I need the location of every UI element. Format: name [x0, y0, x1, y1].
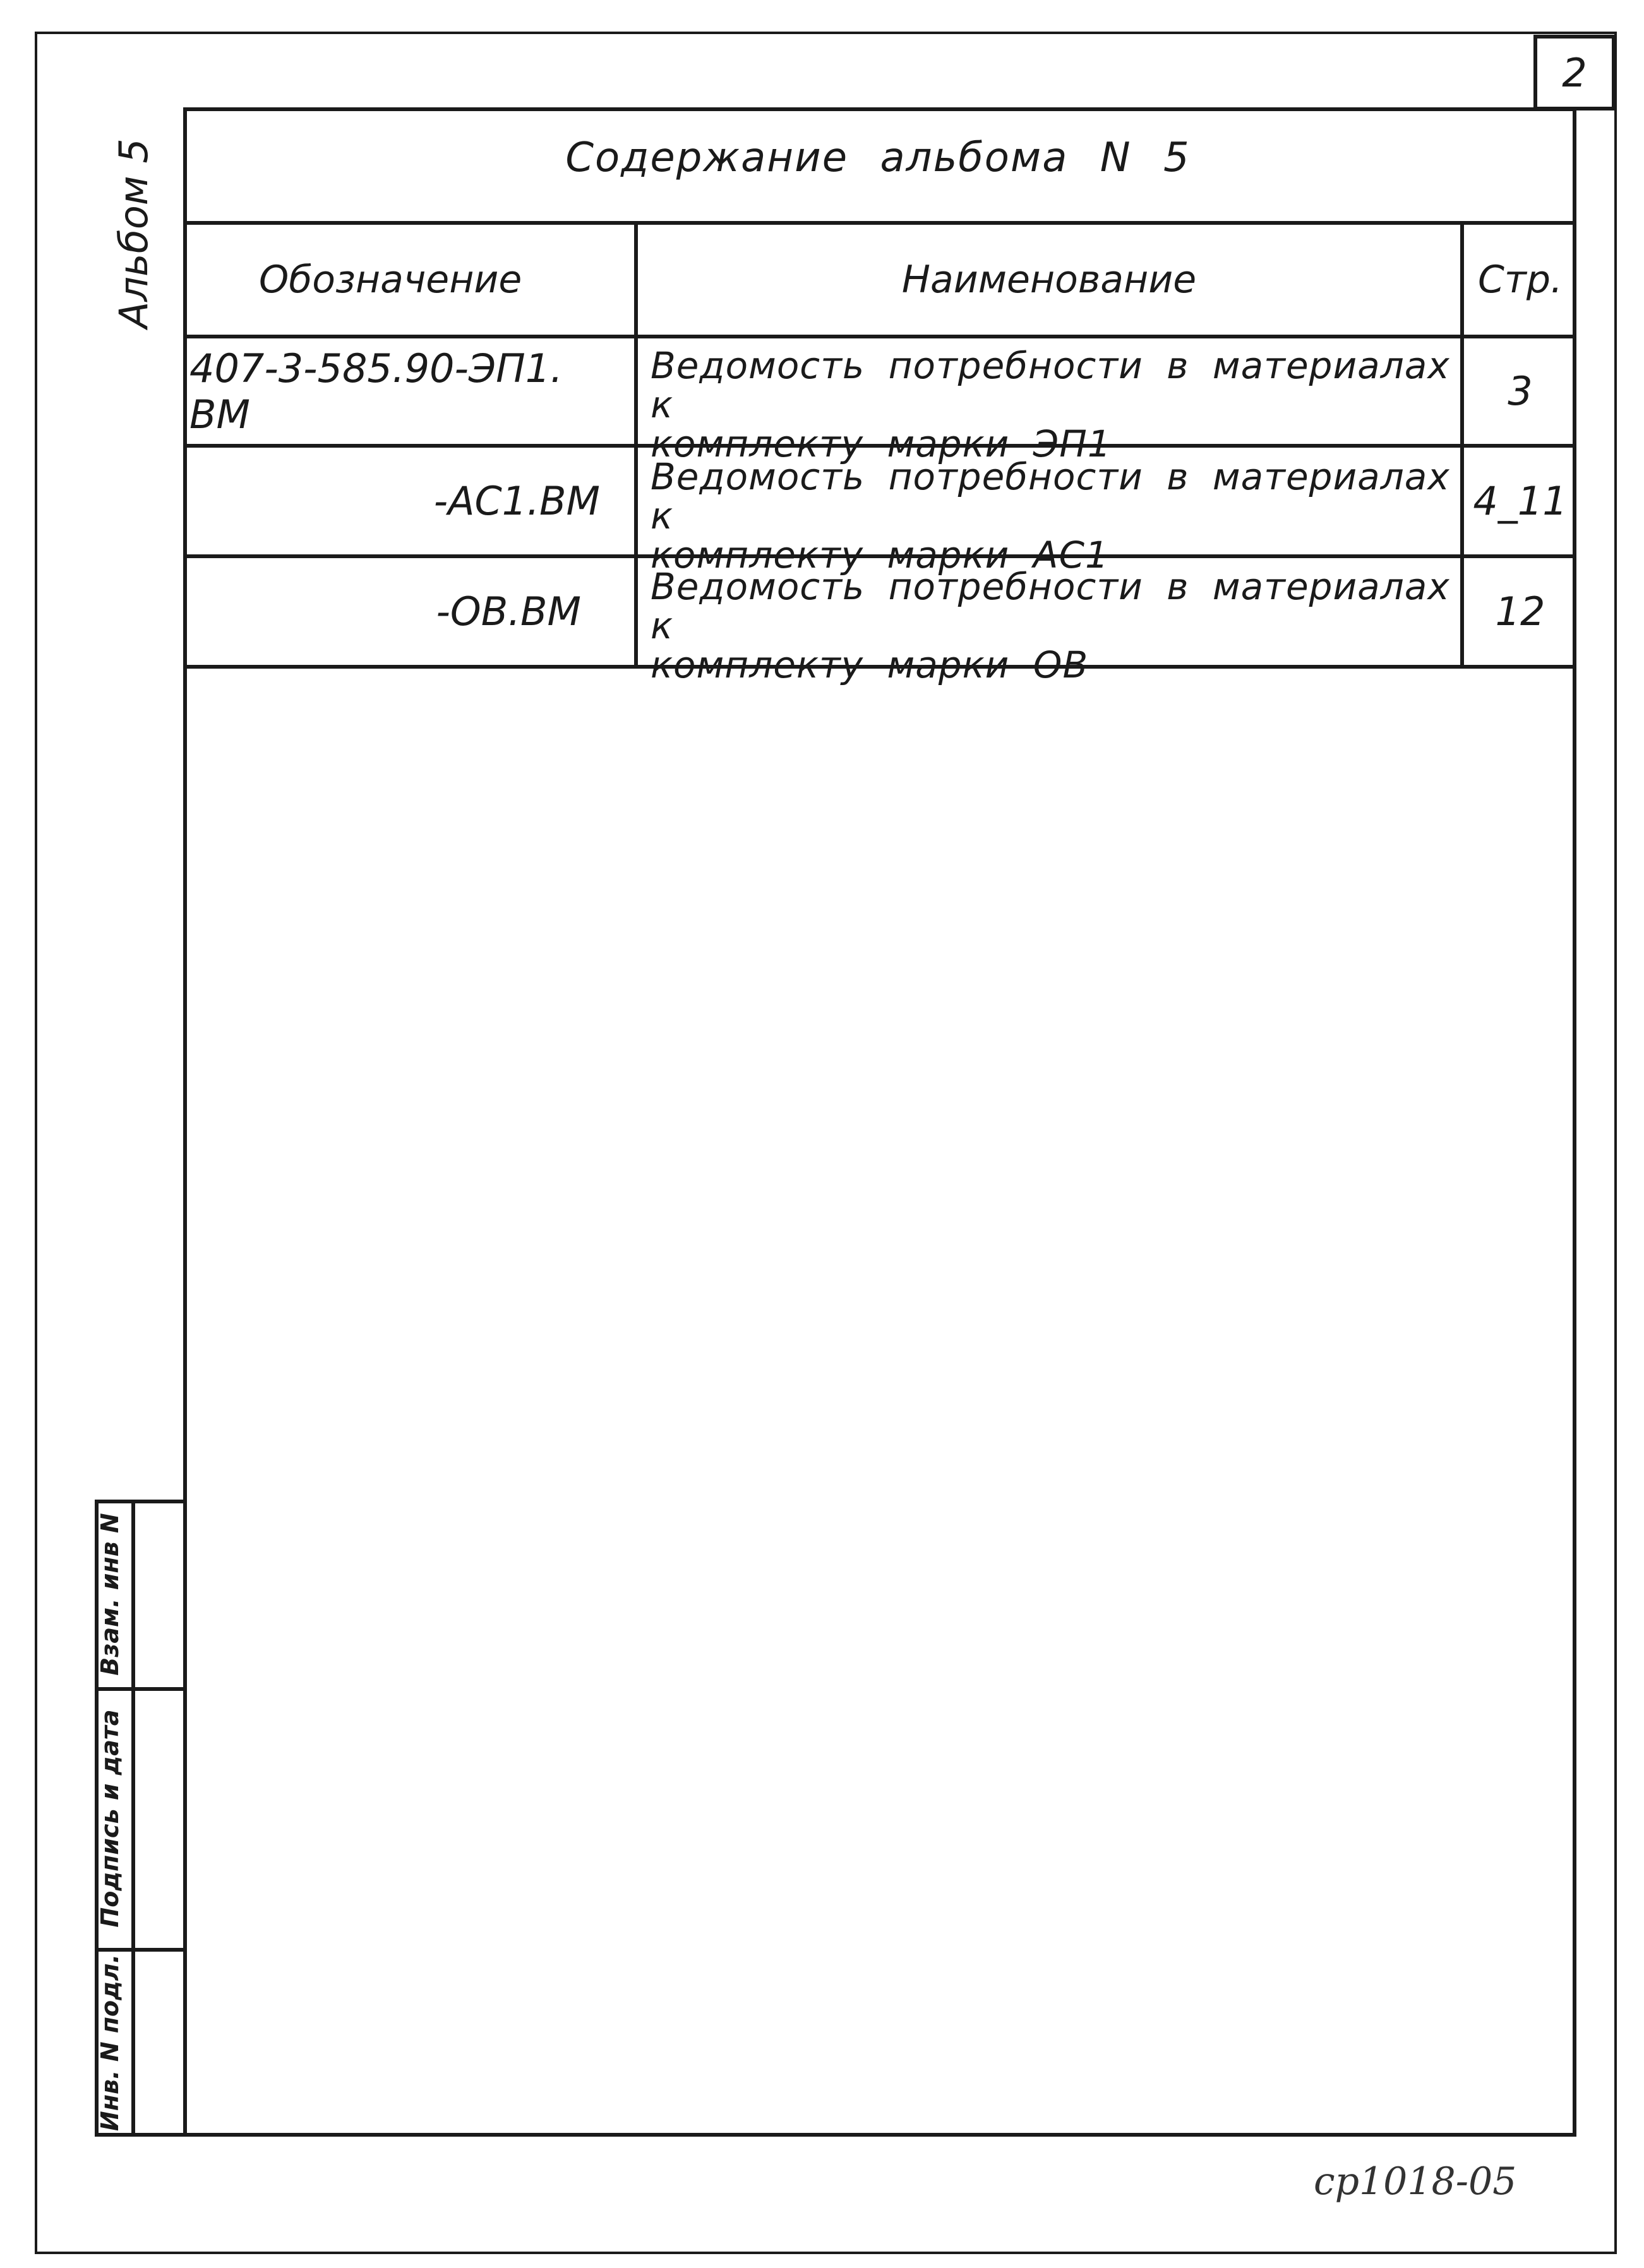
side-stamp-field-replacement: Взам. инв N — [96, 1513, 124, 1676]
side-stamp-field-inventory: Инв. N подл. — [96, 1954, 124, 2132]
album-side-label: Альбом 5 — [111, 138, 157, 328]
table-row-designation: 407-3-585.90-ЭП1. ВМ — [189, 345, 563, 438]
table-row-designation: -ОВ.ВМ — [436, 588, 581, 635]
table-row-designation: -АС1.ВМ — [433, 478, 600, 524]
table-row-name — [651, 455, 1453, 576]
header-page: Стр. — [1477, 258, 1563, 302]
table-row-page: 4_11 — [1473, 478, 1568, 524]
row-name-line2: комплекту марки ЭП1 — [651, 422, 1112, 465]
row-name-line1: Ведомость потребности в материалах к — [651, 455, 1450, 537]
footer-signature: ср1018-05 — [1314, 2159, 1517, 2204]
table-row-page: 12 — [1495, 588, 1545, 635]
sheet-number-box — [1533, 35, 1616, 110]
row-name-line1: Ведомость потребности в материалах к — [651, 344, 1450, 426]
sheet-number: 2 — [1562, 49, 1587, 96]
table-row-page: 3 — [1508, 368, 1533, 414]
header-designation: Обозначение — [259, 258, 522, 302]
row-name-line1: Ведомость потребности в материалах к — [651, 565, 1450, 647]
table-row-name — [651, 344, 1453, 465]
row-name-line2: комплекту марки ОВ — [651, 643, 1089, 686]
page-title: Содержание альбома N 5 — [565, 134, 1191, 181]
row-name-line2: комплекту марки АС1 — [651, 534, 1109, 576]
side-stamp-divider — [131, 1500, 135, 2137]
header-name: Наименование — [901, 258, 1197, 302]
table-row-name — [651, 565, 1453, 686]
side-stamp-field-signature: Подпись и дата — [96, 1709, 124, 1928]
